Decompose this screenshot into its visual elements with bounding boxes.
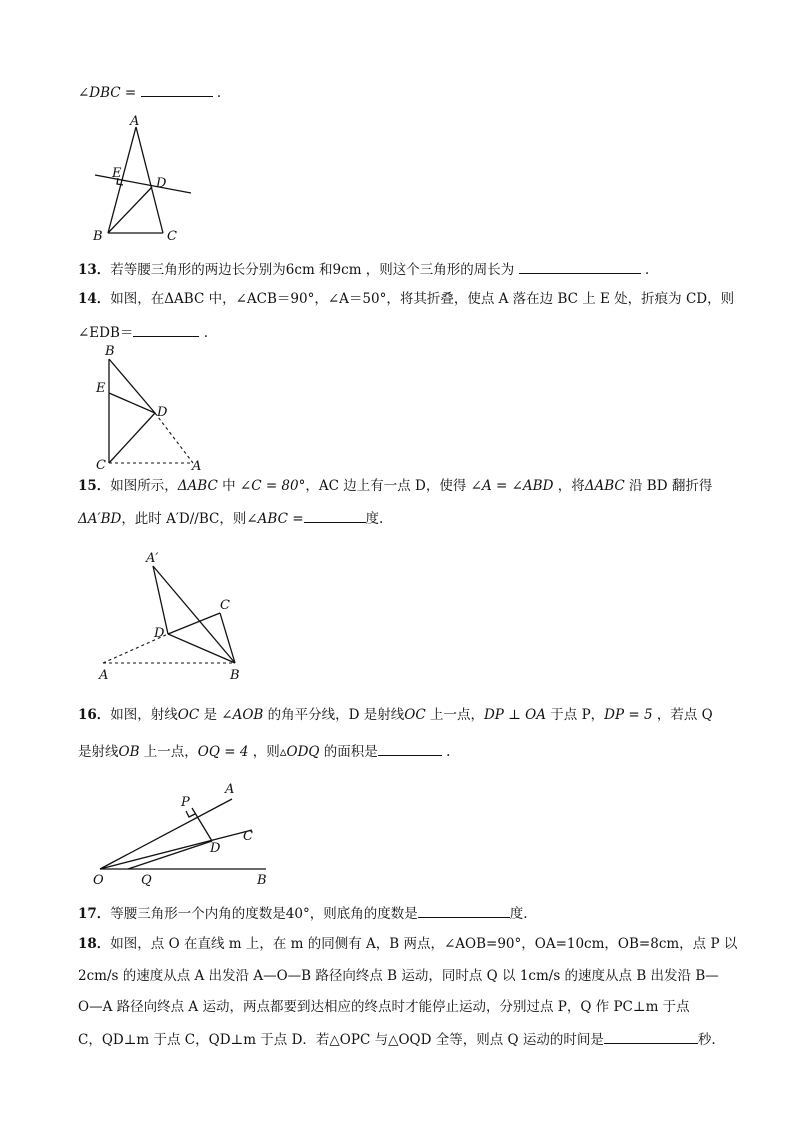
q18-text-4: C，QD⊥m 于点 C，QD⊥m 于点 D．若△OPC 与△OQD 全等，则点 Q 运动的时间是	[78, 1032, 604, 1048]
fig12-label-d: D	[156, 176, 167, 191]
fig14-label-b: B	[105, 344, 115, 359]
q16-text-e: 的角平分线，D 是射线	[263, 707, 405, 723]
question-18-line4	[78, 1029, 716, 1049]
fig16-label-p: P	[181, 795, 190, 810]
fig12-label-c: C	[167, 229, 177, 244]
q16-text-c: 是	[199, 707, 222, 723]
fig14-label-d: D	[157, 405, 168, 420]
q15-text-a: 如图所示，	[110, 478, 178, 494]
question-17	[78, 903, 528, 923]
q15-math-2: ∠C = 80°	[239, 478, 306, 494]
q15-text-e: ，AC 边上有一点 D，使得	[305, 478, 471, 494]
q16-math-6: OB	[118, 744, 140, 760]
q15-text-g: ，将	[553, 478, 585, 494]
q16-text-a: 如图，射线	[110, 707, 178, 723]
fig12-label-b: B	[93, 229, 103, 244]
q15-math-1: ΔABC	[177, 478, 218, 494]
fig14-label-e: E	[96, 381, 106, 396]
q16-math-1: OC	[177, 707, 200, 723]
fig14-label-c: C	[96, 458, 106, 473]
q16-text-a2: 是射线	[78, 744, 119, 760]
q16-text-g: 上一点，	[425, 707, 484, 723]
q18-text-2: 2cm/s 的速度从点 A 出发沿 A—O—B 路径向终点 B 运动，同时点 Q 以 1cm/s 的速度从点 B 出发沿 B—	[78, 968, 719, 984]
q16-text-c2: 上一点，	[139, 744, 198, 760]
q16-text-i: 于点 P，	[545, 707, 605, 723]
q17-text: 等腰三角形一个内角的度数是40°，则底角的度数是	[110, 906, 418, 922]
q14-number: 14．	[78, 291, 111, 307]
q16-math-4: DP ⊥ OA	[483, 707, 546, 723]
q13-end: .	[644, 262, 650, 278]
question-18-line2	[78, 967, 719, 985]
fig12-label-e: E	[112, 166, 122, 181]
fig15-label-c: C	[220, 598, 230, 613]
question-18-line3	[78, 998, 690, 1016]
q15-end: 度.	[365, 511, 384, 527]
q15-math-4: ΔABC	[584, 478, 625, 494]
q16-math-2: ∠AOB	[221, 707, 264, 723]
question-18-line1	[78, 935, 737, 953]
q17-answer-blank[interactable]	[418, 903, 510, 918]
fig15-label-a: A	[99, 668, 109, 683]
q18-end: 秒.	[697, 1032, 716, 1048]
q16-math-5: DP = 5	[604, 707, 653, 723]
q16-text-e2: ，则	[248, 744, 280, 760]
fig15-label-a-prime: A′	[146, 551, 159, 566]
q18-number: 18．	[78, 936, 111, 952]
q16-math-7: OQ = 4	[197, 744, 249, 760]
q16-math-8: ▵ODQ	[279, 744, 320, 760]
fig16-label-q: Q	[141, 873, 152, 888]
q12-prefix: ∠DBC =	[78, 85, 137, 101]
q15-text-b2: ，此时 A′D//BC，则	[121, 511, 247, 527]
q17-end: 度.	[509, 906, 528, 922]
fig14-label-a: A	[192, 459, 202, 474]
fig16-label-a: A	[225, 782, 235, 797]
fig15-label-b: B	[230, 668, 240, 683]
q15-math-5: ΔA′BD	[78, 511, 122, 527]
q16-number: 16．	[78, 707, 111, 723]
fig16-label-b: B	[257, 873, 267, 888]
q16-end: .	[446, 744, 451, 760]
q13-text: 若等腰三角形的两边长分别为6cm 和9cm ，则这个三角形的周长为	[110, 262, 515, 278]
q18-answer-blank[interactable]	[604, 1029, 698, 1044]
q16-text-g2: 的面积是	[319, 744, 378, 760]
q18-text-1: 如图，点 O 在直线 m 上，在 m 的同侧有 A，B 两点，∠AOB=90°，OA=10cm，OB=8cm，点 P 以	[110, 936, 738, 952]
q17-number: 17．	[78, 906, 111, 922]
q15-number: 15．	[78, 478, 111, 494]
fig16-label-c: C	[243, 829, 253, 844]
q15-math-6: ∠ABC =	[246, 511, 304, 527]
q15-text-c: 中	[217, 478, 240, 494]
q14-end: .	[203, 325, 209, 341]
q14-prefix: ∠EDB＝	[78, 325, 134, 341]
q15-text-i: 沿 BD 翻折得	[624, 478, 713, 494]
q12-end: .	[216, 85, 222, 101]
q16-text-k: ，若点 Q	[652, 707, 713, 723]
fig15-label-d: D	[154, 626, 165, 641]
q16-math-3: OC	[404, 707, 426, 723]
q13-number: 13．	[78, 262, 111, 278]
q15-math-3: ∠A = ∠ABD	[470, 478, 554, 494]
q14-text: 如图，在ΔABC 中，∠ACB＝90°，∠A＝50°，将其折叠，使点 A 落在边 BC 上 E 处，折痕为 CD，则	[110, 291, 735, 307]
q18-text-3: O—A 路径向终点 A 运动，两点都要到达相应的终点时才能停止运动，分别过点 P，Q 作 PC⊥m 于点	[78, 999, 690, 1015]
fig16-label-d: D	[210, 841, 221, 856]
fig12-label-a: A	[130, 114, 140, 129]
fig16-label-o: O	[93, 873, 104, 888]
